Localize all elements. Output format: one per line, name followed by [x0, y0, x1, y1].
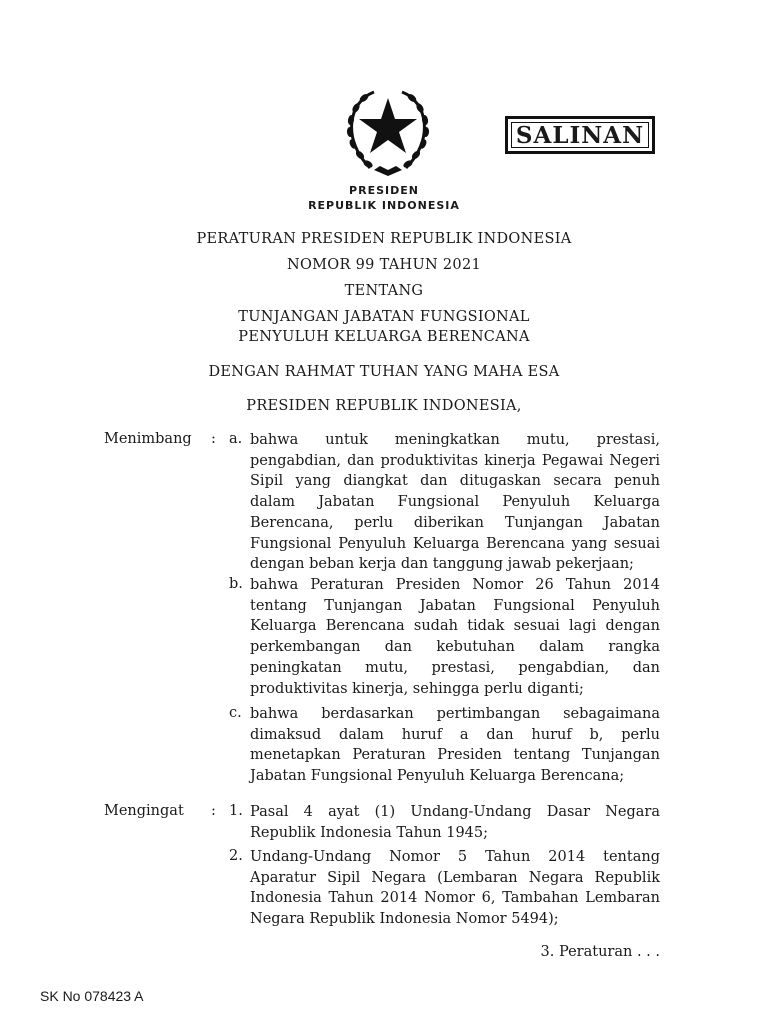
mengingat-marker-1: 1.: [229, 803, 243, 819]
mengingat-item-1: Pasal 4 ayat (1) Undang-Undang Dasar Negara Republik Indonesia Tahun 1945;: [250, 804, 660, 841]
regulation-number: NOMOR 99 TAHUN 2021: [286, 257, 481, 273]
enacting-authority: PRESIDEN REPUBLIK INDONESIA,: [246, 398, 522, 414]
invocation: DENGAN RAHMAT TUHAN YANG MAHA ESA: [208, 364, 560, 380]
page-continuation: 3. Peraturan . . .: [540, 944, 660, 960]
mengingat-colon: :: [211, 803, 216, 819]
mengingat-marker-2: 2.: [229, 848, 243, 864]
sk-number: SK No 078423 A: [40, 988, 144, 1004]
menimbang-item-c: bahwa berdasarkan pertimbangan sebagaimana dimaksud dalam huruf a dan huruf b, perlu menetapkan Peraturan Presiden tentang Tunjangan Jabatan Fungsional Penyuluh Keluarga Berencana;: [250, 706, 660, 785]
regulation-title: PERATURAN PRESIDEN REPUBLIK INDONESIA: [196, 231, 572, 247]
regulation-tentang: TENTANG: [344, 283, 424, 299]
salinan-stamp: [505, 116, 655, 154]
menimbang-marker-a: a.: [229, 431, 243, 447]
menimbang-colon: :: [211, 431, 216, 447]
menimbang-marker-b: b.: [229, 576, 243, 592]
garuda-star-emblem-icon: [334, 80, 442, 180]
salinan-text: SALINAN: [515, 121, 645, 149]
regulation-subject-line1: TUNJANGAN JABATAN FUNGSIONAL: [238, 309, 530, 325]
menimbang-item-b: bahwa Peraturan Presiden Nomor 26 Tahun 2014 tentang Tunjangan Jabatan Fungsional Penyuluh Keluarga Berencana sudah tidak sesuai lagi dengan perkembangan dan kebutuhan dalam rangka peningkatan mutu, prestasi, pengabdian, dan produktivitas kinerja, sehingga perlu diganti;: [250, 577, 660, 697]
regulation-subject-line2: PENYULUH KELUARGA BERENCANA: [238, 329, 530, 345]
mengingat-item-2: Undang-Undang Nomor 5 Tahun 2014 tentang Aparatur Sipil Negara (Lembaran Negara Republik Indonesia Tahun 2014 Nomor 6, Tambahan Lembaran Negara Republik Indonesia Nomor 5494);: [250, 849, 660, 928]
menimbang-item-a: bahwa untuk meningkatkan mutu, prestasi, pengabdian, dan produktivitas kinerja Pegawai Negeri Sipil yang diangkat dan ditugaskan secara penuh dalam Jabatan Fungsional Penyuluh Keluarga Berencana, perlu diberikan Tunjangan Jabatan Fungsional Penyuluh Keluarga Berencana yang sesuai dengan beban kerja dan tanggung jawab pekerjaan;: [250, 432, 660, 573]
office-line-presiden: PRESIDEN: [349, 184, 419, 197]
mengingat-label: Mengingat: [104, 803, 184, 819]
office-line-republik: REPUBLIK INDONESIA: [308, 199, 460, 212]
menimbang-label: Menimbang: [104, 431, 192, 447]
menimbang-marker-c: c.: [229, 705, 242, 721]
